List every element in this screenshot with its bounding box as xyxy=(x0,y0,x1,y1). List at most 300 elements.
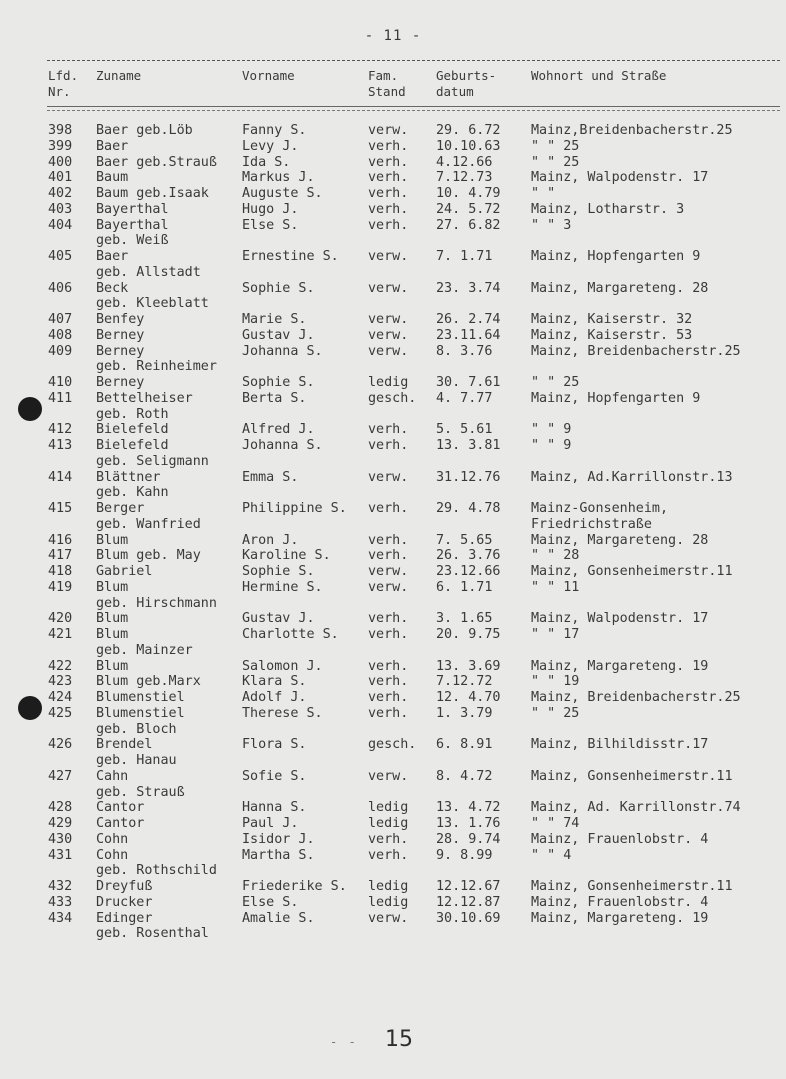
record-fam-stand: gesch. xyxy=(368,390,417,406)
record-geburtsdatum: 29. 6.72 xyxy=(436,123,501,138)
record-number: 410 xyxy=(48,375,73,390)
record-vorname: Aron J. xyxy=(242,532,299,548)
record-vorname: Auguste S. xyxy=(242,186,323,201)
table-row xyxy=(0,816,786,832)
record-number: 412 xyxy=(48,422,73,438)
record-vorname: Ernestine S. xyxy=(242,249,339,264)
record-number: 430 xyxy=(48,831,73,847)
record-geburtsdatum: 24. 5.72 xyxy=(436,201,501,217)
table-row xyxy=(0,501,786,517)
record-fam-stand: ledig xyxy=(368,816,409,831)
record-vorname: Markus J. xyxy=(242,170,315,186)
table-row xyxy=(0,879,786,895)
record-number: 406 xyxy=(48,280,73,296)
table-row xyxy=(0,170,786,186)
table-row xyxy=(0,438,786,454)
record-number: 415 xyxy=(48,501,73,516)
record-wohnort: Mainz, Frauenlobstr. 4 xyxy=(531,831,709,847)
record-fam-stand: verh. xyxy=(368,138,409,154)
record-zuname: Drucker xyxy=(96,894,153,910)
record-zuname: Gabriel xyxy=(96,564,153,579)
record-vorname: Philippine S. xyxy=(242,501,347,516)
table-row xyxy=(0,659,786,675)
record-fam-stand: verh. xyxy=(368,438,409,453)
table-row xyxy=(0,328,786,344)
record-wohnort: Mainz, Bilhildisstr.17 xyxy=(531,737,709,753)
record-geb-name: geb. Strauß xyxy=(96,784,185,800)
record-fam-stand: verh. xyxy=(368,548,409,564)
record-wohnort: Mainz-Gonsenheim, xyxy=(531,501,669,516)
record-number: 433 xyxy=(48,894,73,910)
record-zuname: Baer geb.Löb xyxy=(96,123,193,138)
table-row-continuation xyxy=(0,722,786,738)
table-row xyxy=(0,139,786,155)
record-wohnort: Mainz, Ad.Karrillonstr.13 xyxy=(531,469,733,485)
record-fam-stand: ledig xyxy=(368,800,409,816)
record-geb-name: geb. Bloch xyxy=(96,721,177,737)
record-wohnort: " " 25 xyxy=(531,138,580,154)
record-fam-stand: ledig xyxy=(368,375,409,390)
record-vorname: Martha S. xyxy=(242,847,315,863)
table-row xyxy=(0,548,786,564)
record-number: 404 xyxy=(48,217,73,233)
record-geb-name: geb. Roth xyxy=(96,406,169,422)
record-vorname: Flora S. xyxy=(242,737,307,753)
record-geburtsdatum: 30. 7.61 xyxy=(436,375,501,390)
col-header-fam-line2: Stand xyxy=(368,84,406,99)
record-geburtsdatum: 20. 9.75 xyxy=(436,627,501,642)
record-number: 425 xyxy=(48,705,73,721)
record-zuname: Blum xyxy=(96,579,129,595)
record-fam-stand: gesch. xyxy=(368,737,417,753)
record-wohnort: " " 3 xyxy=(531,217,572,233)
record-fam-stand: verw. xyxy=(368,343,409,359)
table-row xyxy=(0,564,786,580)
record-zuname: Beck xyxy=(96,280,129,296)
record-number: 401 xyxy=(48,170,73,186)
record-geb-name: geb. Reinheimer xyxy=(96,359,217,375)
table-row xyxy=(0,674,786,690)
record-zuname: Cantor xyxy=(96,800,145,816)
record-vorname: Sophie S. xyxy=(242,280,315,296)
record-zuname: Bielefeld xyxy=(96,422,169,438)
table-row-continuation xyxy=(0,233,786,249)
record-geburtsdatum: 13. 1.76 xyxy=(436,816,501,831)
record-wohnort: Mainz, Kaiserstr. 53 xyxy=(531,327,693,343)
record-geburtsdatum: 4.12.66 xyxy=(436,154,493,170)
record-fam-stand: verh. xyxy=(368,690,409,705)
record-vorname: Alfred J. xyxy=(242,422,315,438)
table-row-continuation xyxy=(0,296,786,312)
record-geb-name: geb. Mainzer xyxy=(96,642,193,658)
record-zuname: Blum xyxy=(96,532,129,548)
record-zuname: Benfey xyxy=(96,312,145,327)
record-zuname: Berney xyxy=(96,375,145,390)
record-vorname: Sofie S. xyxy=(242,768,307,784)
record-zuname: Blum geb.Marx xyxy=(96,674,201,690)
record-wohnort: Mainz, Margareteng. 28 xyxy=(531,280,709,296)
record-zuname: Dreyfuß xyxy=(96,879,153,894)
record-number: 434 xyxy=(48,910,73,926)
record-zuname: Blum xyxy=(96,627,129,642)
record-vorname: Levy J. xyxy=(242,138,299,154)
record-vorname: Fanny S. xyxy=(242,123,307,138)
record-fam-stand: verw. xyxy=(368,910,409,926)
table-row-continuation xyxy=(0,753,786,769)
table-row-continuation xyxy=(0,359,786,375)
record-zuname: Blättner xyxy=(96,469,161,485)
header-bottom-rule-dashed xyxy=(47,110,780,111)
table-row xyxy=(0,706,786,722)
record-fam-stand: verh. xyxy=(368,201,409,217)
record-vorname: Hermine S. xyxy=(242,579,323,595)
record-wohnort: " " 28 xyxy=(531,548,580,564)
record-zuname: Baer xyxy=(96,249,129,264)
record-number: 422 xyxy=(48,658,73,674)
record-zuname: Cantor xyxy=(96,816,145,831)
table-row xyxy=(0,911,786,927)
record-wohnort: Mainz, Breidenbacherstr.25 xyxy=(531,690,741,705)
table-row xyxy=(0,312,786,328)
table-row xyxy=(0,690,786,706)
record-fam-stand: verw. xyxy=(368,564,409,579)
table-row-continuation xyxy=(0,265,786,281)
record-geburtsdatum: 7. 5.65 xyxy=(436,532,493,548)
record-vorname: Hugo J. xyxy=(242,201,299,217)
record-wohnort: " " 11 xyxy=(531,579,580,595)
record-number: 432 xyxy=(48,879,73,894)
record-vorname: Isidor J. xyxy=(242,831,315,847)
record-wohnort: Mainz, Lotharstr. 3 xyxy=(531,201,685,217)
record-vorname: Marie S. xyxy=(242,312,307,327)
record-fam-stand: verw. xyxy=(368,768,409,784)
record-geburtsdatum: 4. 7.77 xyxy=(436,390,493,406)
table-row xyxy=(0,202,786,218)
record-number: 418 xyxy=(48,564,73,579)
record-zuname: Blumenstiel xyxy=(96,705,185,721)
record-geburtsdatum: 13. 3.81 xyxy=(436,438,501,453)
header-bottom-rule xyxy=(47,106,780,107)
record-geburtsdatum: 7.12.72 xyxy=(436,674,493,690)
punch-hole-lower xyxy=(18,696,42,720)
record-geburtsdatum: 30.10.69 xyxy=(436,910,501,926)
record-wohnort: " " 4 xyxy=(531,847,572,863)
table-row-continuation xyxy=(0,454,786,470)
record-vorname: Emma S. xyxy=(242,469,299,485)
record-wohnort: Mainz,Breidenbacherstr.25 xyxy=(531,123,733,138)
record-vorname: Hanna S. xyxy=(242,800,307,816)
record-geburtsdatum: 10. 4.79 xyxy=(436,186,501,201)
record-vorname: Johanna S. xyxy=(242,438,323,453)
col-header-geburts-line2: datum xyxy=(436,84,474,99)
table-row-continuation xyxy=(0,596,786,612)
record-number: 414 xyxy=(48,469,73,485)
record-fam-stand: verh. xyxy=(368,627,409,642)
table-row xyxy=(0,611,786,627)
record-geb-name: geb. Kleeblatt xyxy=(96,296,209,312)
record-wohnort: " " 9 xyxy=(531,438,572,453)
record-geb-name: geb. Rothschild xyxy=(96,863,217,879)
record-vorname: Therese S. xyxy=(242,705,323,721)
record-vorname: Amalie S. xyxy=(242,910,315,926)
record-fam-stand: verh. xyxy=(368,847,409,863)
record-wohnort: " " 9 xyxy=(531,422,572,438)
col-header-lfd-line2: Nr. xyxy=(48,84,71,99)
record-zuname: Blum geb. May xyxy=(96,548,201,564)
record-geburtsdatum: 31.12.76 xyxy=(436,469,501,485)
record-geburtsdatum: 10.10.63 xyxy=(436,138,501,154)
record-wohnort: Mainz, Hopfengarten 9 xyxy=(531,249,701,264)
table-row-continuation xyxy=(0,517,786,533)
table-row xyxy=(0,737,786,753)
table-row xyxy=(0,155,786,171)
record-fam-stand: verw. xyxy=(368,327,409,343)
record-geburtsdatum: 12.12.67 xyxy=(436,879,501,894)
record-vorname: Friederike S. xyxy=(242,879,347,894)
col-header-wohnort: Wohnort und Straße xyxy=(531,68,667,83)
record-wohnort: Mainz, Margareteng. 19 xyxy=(531,910,709,926)
col-header-vorname: Vorname xyxy=(242,68,295,83)
record-number: 431 xyxy=(48,847,73,863)
col-header-lfd xyxy=(48,68,78,100)
record-vorname: Salomon J. xyxy=(242,658,323,674)
record-fam-stand: verw. xyxy=(368,312,409,327)
record-geburtsdatum: 6. 1.71 xyxy=(436,579,493,595)
record-vorname: Johanna S. xyxy=(242,343,323,359)
record-zuname: Bayerthal xyxy=(96,217,169,233)
table-row xyxy=(0,533,786,549)
table-row xyxy=(0,391,786,407)
record-geburtsdatum: 12. 4.70 xyxy=(436,690,501,705)
table-row xyxy=(0,218,786,234)
record-vorname: Else S. xyxy=(242,217,299,233)
record-number: 399 xyxy=(48,138,73,154)
record-geburtsdatum: 1. 3.79 xyxy=(436,705,493,721)
record-fam-stand: verh. xyxy=(368,831,409,847)
record-wohnort: Mainz, Margareteng. 28 xyxy=(531,532,709,548)
record-wohnort: Mainz, Gonsenheimerstr.11 xyxy=(531,564,733,579)
record-number: 423 xyxy=(48,674,73,690)
footer-mark: - - xyxy=(330,1035,358,1049)
record-vorname: Sophie S. xyxy=(242,375,315,390)
record-number: 420 xyxy=(48,611,73,627)
page-header: - 11 - xyxy=(364,28,422,44)
record-zuname: Baer xyxy=(96,138,129,154)
col-header-lfd-line1: Lfd. xyxy=(48,68,79,83)
record-geburtsdatum: 13. 3.69 xyxy=(436,658,501,674)
record-geburtsdatum: 7.12.73 xyxy=(436,170,493,186)
record-fam-stand: verh. xyxy=(368,154,409,170)
record-vorname: Ida S. xyxy=(242,154,291,170)
record-zuname: Baum xyxy=(96,170,129,186)
record-wohnort: " " 25 xyxy=(531,705,580,721)
record-geb-name: geb. Seligmann xyxy=(96,453,209,469)
record-geburtsdatum: 6. 8.91 xyxy=(436,737,493,753)
table-row-continuation xyxy=(0,863,786,879)
table-row xyxy=(0,186,786,202)
table-row xyxy=(0,627,786,643)
record-fam-stand: verh. xyxy=(368,674,409,690)
record-number: 421 xyxy=(48,627,73,642)
record-fam-stand: ledig xyxy=(368,879,409,894)
record-zuname: Berger xyxy=(96,501,145,516)
record-wohnort: Mainz, Walpodenstr. 17 xyxy=(531,611,709,627)
table-row xyxy=(0,832,786,848)
record-geburtsdatum: 3. 1.65 xyxy=(436,611,493,627)
record-geburtsdatum: 5. 5.61 xyxy=(436,422,493,438)
table-row-continuation xyxy=(0,643,786,659)
footer-page-number: 15 xyxy=(385,1027,413,1052)
record-number: 413 xyxy=(48,438,73,453)
table-row xyxy=(0,800,786,816)
record-fam-stand: verw. xyxy=(368,469,409,485)
record-fam-stand: verw. xyxy=(368,123,409,138)
record-vorname: Karoline S. xyxy=(242,548,331,564)
record-fam-stand: verh. xyxy=(368,532,409,548)
record-zuname: Bettelheiser xyxy=(96,390,193,406)
record-wohnort: Mainz, Ad. Karrillonstr.74 xyxy=(531,800,741,816)
col-header-zuname: Zuname xyxy=(96,68,142,83)
record-geb-name: geb. Hirschmann xyxy=(96,595,217,611)
record-zuname: Blumenstiel xyxy=(96,690,185,705)
record-vorname: Klara S. xyxy=(242,674,307,690)
col-header-geburts-line1: Geburts- xyxy=(436,68,497,83)
record-zuname: Berney xyxy=(96,327,145,343)
record-number: 428 xyxy=(48,800,73,816)
record-geburtsdatum: 12.12.87 xyxy=(436,894,501,910)
record-vorname: Adolf J. xyxy=(242,690,307,705)
record-number: 405 xyxy=(48,249,73,264)
record-wohnort: Mainz, Gonsenheimerstr.11 xyxy=(531,768,733,784)
record-fam-stand: verh. xyxy=(368,658,409,674)
record-number: 417 xyxy=(48,548,73,564)
punch-hole-upper xyxy=(18,397,42,421)
col-header-fam xyxy=(368,68,406,100)
record-zuname: Cohn xyxy=(96,831,129,847)
record-wohnort: Mainz, Walpodenstr. 17 xyxy=(531,170,709,186)
record-zuname: Brendel xyxy=(96,737,153,753)
record-wohnort: " " 17 xyxy=(531,627,580,642)
record-wohnort: " " 19 xyxy=(531,674,580,690)
record-geb-name: geb. Hanau xyxy=(96,753,177,768)
record-number: 429 xyxy=(48,816,73,831)
record-zuname: Bayerthal xyxy=(96,201,169,217)
table-row xyxy=(0,123,786,139)
record-wohnort: Mainz, Breidenbacherstr.25 xyxy=(531,343,741,359)
record-vorname: Gustav J. xyxy=(242,611,315,627)
record-geb-name: geb. Weiß xyxy=(96,233,169,249)
record-geburtsdatum: 26. 3.76 xyxy=(436,548,501,564)
table-row xyxy=(0,580,786,596)
record-geburtsdatum: 29. 4.78 xyxy=(436,501,501,516)
record-zuname: Blum xyxy=(96,658,129,674)
record-vorname: Berta S. xyxy=(242,390,307,406)
record-number: 402 xyxy=(48,186,73,201)
record-vorname: Charlotte S. xyxy=(242,627,339,642)
record-wohnort-line2: Friedrichstraße xyxy=(531,516,652,532)
table-row xyxy=(0,375,786,391)
record-geburtsdatum: 8. 3.76 xyxy=(436,343,493,359)
table-row-continuation xyxy=(0,407,786,423)
header-top-rule xyxy=(47,60,780,61)
record-number: 398 xyxy=(48,123,73,138)
record-fam-stand: verh. xyxy=(368,705,409,721)
col-header-fam-line1: Fam. xyxy=(368,68,399,83)
record-fam-stand: verh. xyxy=(368,611,409,627)
record-vorname: Paul J. xyxy=(242,816,299,831)
record-geburtsdatum: 23. 3.74 xyxy=(436,280,501,296)
record-number: 411 xyxy=(48,390,73,406)
record-geburtsdatum: 8. 4.72 xyxy=(436,768,493,784)
record-geburtsdatum: 26. 2.74 xyxy=(436,312,501,327)
record-fam-stand: verw. xyxy=(368,280,409,296)
record-fam-stand: verw. xyxy=(368,579,409,595)
record-number: 408 xyxy=(48,327,73,343)
record-fam-stand: verw. xyxy=(368,249,409,264)
record-fam-stand: verh. xyxy=(368,170,409,186)
record-zuname: Berney xyxy=(96,343,145,359)
record-geburtsdatum: 23.11.64 xyxy=(436,327,501,343)
record-geburtsdatum: 9. 8.99 xyxy=(436,847,493,863)
record-geb-name: geb. Allstadt xyxy=(96,264,201,280)
record-zuname: Cahn xyxy=(96,768,129,784)
table-row xyxy=(0,422,786,438)
record-fam-stand: ledig xyxy=(368,894,409,910)
record-geb-name: geb. Rosenthal xyxy=(96,926,209,942)
table-row-continuation xyxy=(0,926,786,942)
record-geburtsdatum: 28. 9.74 xyxy=(436,831,501,847)
record-zuname: Bielefeld xyxy=(96,438,169,453)
record-wohnort: " " 74 xyxy=(531,816,580,831)
table-row-continuation xyxy=(0,485,786,501)
record-zuname: Baer geb.Strauß xyxy=(96,154,217,170)
record-wohnort: Mainz, Gonsenheimerstr.11 xyxy=(531,879,733,894)
record-number: 403 xyxy=(48,201,73,217)
record-wohnort: " " xyxy=(531,186,556,201)
table-row xyxy=(0,281,786,297)
col-header-geburtsdatum xyxy=(436,68,496,100)
table-row xyxy=(0,249,786,265)
table-row xyxy=(0,895,786,911)
record-fam-stand: verh. xyxy=(368,217,409,233)
record-number: 427 xyxy=(48,768,73,784)
record-number: 424 xyxy=(48,690,73,705)
record-wohnort: Mainz, Frauenlobstr. 4 xyxy=(531,894,709,910)
record-wohnort: " " 25 xyxy=(531,375,580,390)
record-number: 419 xyxy=(48,579,73,595)
record-vorname: Sophie S. xyxy=(242,564,315,579)
table-row xyxy=(0,848,786,864)
table-row xyxy=(0,470,786,486)
record-number: 426 xyxy=(48,737,73,753)
record-wohnort: " " 25 xyxy=(531,154,580,170)
table-row xyxy=(0,769,786,785)
record-fam-stand: verh. xyxy=(368,501,409,516)
record-zuname: Edinger xyxy=(96,910,153,926)
record-geburtsdatum: 7. 1.71 xyxy=(436,249,493,264)
record-zuname: Cohn xyxy=(96,847,129,863)
record-vorname: Gustav J. xyxy=(242,327,315,343)
record-number: 400 xyxy=(48,154,73,170)
record-wohnort: Mainz, Margareteng. 19 xyxy=(531,658,709,674)
table-row xyxy=(0,344,786,360)
records-list xyxy=(0,123,786,942)
table-row-continuation xyxy=(0,785,786,801)
record-number: 416 xyxy=(48,532,73,548)
record-geburtsdatum: 13. 4.72 xyxy=(436,800,501,816)
record-number: 407 xyxy=(48,312,73,327)
record-fam-stand: verh. xyxy=(368,186,409,201)
